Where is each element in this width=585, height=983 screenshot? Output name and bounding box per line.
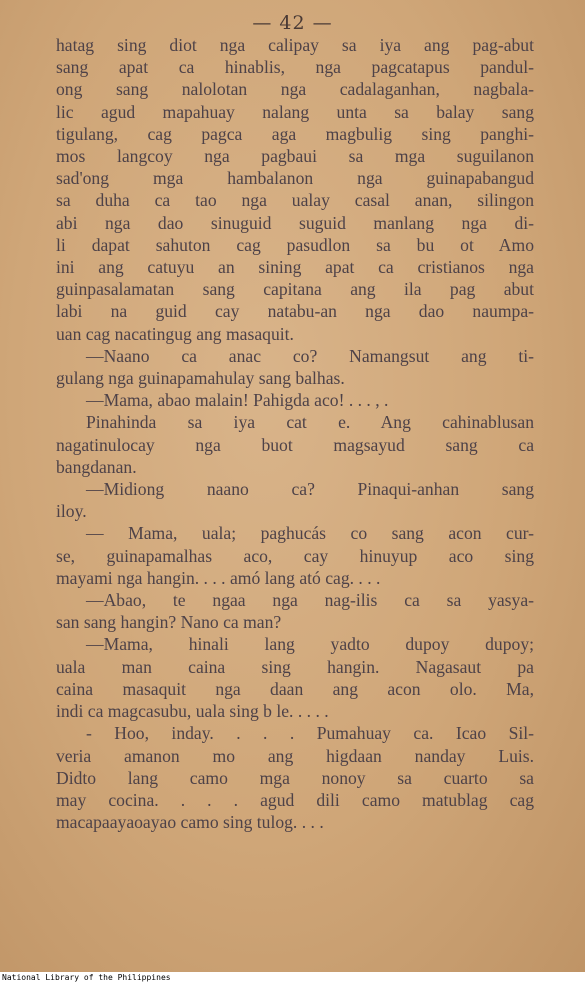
text-line: indi ca magcasubu, uala sing b le. . . . . (56, 701, 329, 722)
text-line: tigulang, cag pagca aga magbulig sing panghi- (56, 123, 534, 144)
text-line: may cocina. . . . agud dili camo matublag cag (56, 789, 534, 810)
text-line: uala man caina sing hangin. Nagasaut pa (56, 656, 534, 677)
text-line: —Abao, te ngaa nga nag-ilis ca sa yasya- (86, 590, 534, 611)
text-line: san sang hangin? Nano ca man? (56, 612, 282, 633)
text-line: macapaayaoayao camo sing tulog. . . . (56, 812, 324, 833)
text-line: sad'ong mga hambalanon nga guinapabangud (56, 168, 534, 189)
text-line: iloy. (56, 501, 87, 522)
text-line: Didto lang camo mga nonoy sa cuarto sa (56, 767, 534, 788)
text-line: guinpasalamatan sang capitana ang ila pag abut (56, 279, 534, 300)
text-line: mayami nga hangin. . . . amó lang ató cag. . . . (56, 567, 381, 588)
text-line: ong sang nalolotan nga cadalaganhan, nagbala- (56, 79, 534, 100)
text-line: sang apat ca hinablis, nga pagcatapus pandul- (56, 57, 534, 78)
text-line: caina masaquit nga daan ang acon olo. Ma, (56, 678, 534, 699)
text-line: lic agud mapahuay nalang unta sa balay sang (56, 101, 534, 122)
text-line: mos langcoy nga pagbaui sa mga suguilanon (56, 146, 534, 167)
text-line: uan cag nacatingug ang masaquit. (56, 323, 294, 344)
text-line: nagatinulocay nga buot magsayud sang ca (56, 434, 534, 455)
page-number: — 42 — (252, 12, 333, 34)
text-line: li dapat sahuton cag pasudlon sa bu ot Amo (56, 234, 534, 255)
text-line: gulang nga guinapamahulay sang balhas. (56, 368, 345, 389)
text-line: —Naano ca anac co? Namangsut ang ti- (86, 345, 534, 366)
text-line: sa duha ca tao nga ualay casal anan, silingon (56, 190, 534, 211)
text-line: Pinahinda sa iya cat e. Ang cahinablusan (86, 412, 534, 433)
text-line: se, guinapamalhas aco, cay hinuyup aco sing (56, 545, 534, 566)
text-line: - Hoo, inday. . . . Pumahuay ca. Icao Sil- (86, 723, 534, 744)
text-line: hatag sing diot nga calipay sa iya ang pag-abut (56, 35, 534, 55)
text-line: abi nga dao sinuguid suguid manlang nga di- (56, 212, 534, 233)
text-line: —Mama, hinali lang yadto dupoy dupoy; (86, 634, 534, 655)
text-line: bangdanan. (56, 456, 137, 477)
text-line: —Mama, abao malain! Pahigda aco! . . . , . (86, 390, 389, 411)
text-line: veria amanon mo ang higdaan nanday Luis. (56, 745, 534, 766)
body-text (56, 34, 534, 833)
text-line: —Midiong naano ca? Pinaqui-anhan sang (86, 479, 534, 500)
text-line: — Mama, uala; paghucás co sang acon cur- (86, 523, 534, 544)
text-line: ini ang catuyu an sining apat ca cristianos nga (56, 257, 534, 278)
library-credit: National Library of the Philippines (2, 973, 171, 982)
text-line: labi na guid cay natabu-an nga dao naumpa- (56, 301, 534, 322)
